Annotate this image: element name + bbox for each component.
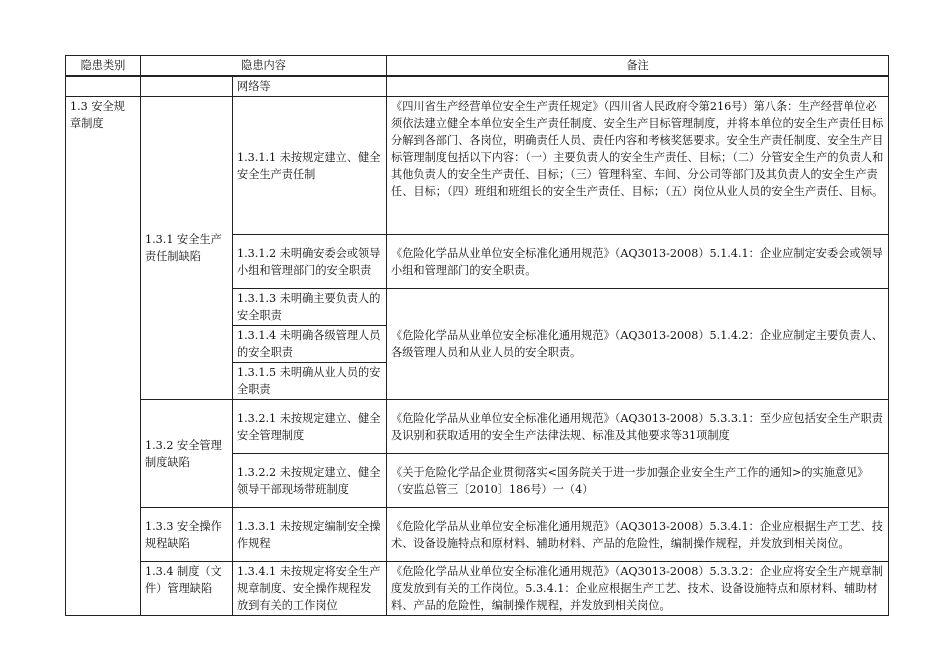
continuation-text: 网络等 xyxy=(233,76,387,97)
item-cell: 1.3.1.1 未按规定建立、健全安全生产责任制 xyxy=(233,97,387,235)
header-row xyxy=(66,56,889,77)
item-cell: 1.3.4.1 未按规定将安全生产规章制度、安全操作规程发放到有关的工作岗位 xyxy=(233,562,387,616)
note-cell: 《危险化学品从业单位安全标准化通用规范》（AQ3013-2008）5.3.3.2：企业应将安全生产规章制度发放到有关的工作岗位。5.3.4.1：企业应根据生产工艺、技术、设备设施特点和原材料、辅助材料、产品的危险性，编制操作规程，并发放到相关岗位。 xyxy=(387,562,889,616)
note-cell: 《危险化学品从业单位安全标准化通用规范》（AQ3013-2008）5.1.4.1：企业应制定安委会或领导小组和管理部门的安全职责。 xyxy=(387,235,889,289)
item-cell: 1.3.2.2 未按规定建立、健全领导干部现场带班制度 xyxy=(233,454,387,508)
item-cell: 1.3.1.4 未明确各级管理人员的安全职责 xyxy=(233,326,387,363)
item-cell: 1.3.1.3 未明确主要负责人的安全职责 xyxy=(233,289,387,326)
category-cell: 1.3 安全规章制度 xyxy=(66,97,141,616)
item-cell: 1.3.3.1 未按规定编制安全操作规程 xyxy=(233,508,387,562)
group-cell-1-3-1: 1.3.1 安全生产责任制缺陷 xyxy=(141,97,233,400)
group-cell-1-3-2: 1.3.2 安全管理制度缺陷 xyxy=(141,400,233,508)
table-row xyxy=(66,508,889,562)
group-cell-1-3-4: 1.3.4 制度（文件）管理缺陷 xyxy=(141,562,233,616)
continuation-row xyxy=(66,76,889,97)
table-row xyxy=(66,97,889,235)
header-content: 隐患内容 xyxy=(141,56,387,77)
note-cell: 《四川省生产经营单位安全生产责任规定》（四川省人民政府令第216号）第八条：生产经营单位必须依法建立健全本单位安全生产责任制度、安全生产目标管理制度，并将本单位的安全生产责任目标分解到各部门、各岗位，明确责任人员、责任内容和考核奖惩要求。安全生产责任制度、安全生产目标管理制度包括以下内容：（一）主要负责人的安全生产责任、目标；（二）分管安全生产的负责人和其他负责人的安全生产责任、目标；（三）管理科室、车间、分公司等部门及其负责人的安全生产责任、目标；（四）班组和班组长的安全生产责任、目标；（五）岗位从业人员的安全生产责任、目标。 xyxy=(387,97,889,235)
hazard-table xyxy=(65,55,889,616)
note-cell: 《危险化学品从业单位安全标准化通用规范》（AQ3013-2008）5.1.4.2：企业应制定主要负责人、各级管理人员和从业人员的安全职责。 xyxy=(387,289,889,400)
header-notes: 备注 xyxy=(387,56,889,77)
group-cell-1-3-3: 1.3.3 安全操作规程缺陷 xyxy=(141,508,233,562)
table-row xyxy=(66,400,889,454)
header-category: 隐患类别 xyxy=(66,56,141,77)
item-cell: 1.3.1.2 未明确安委会或领导小组和管理部门的安全职责 xyxy=(233,235,387,289)
item-cell: 1.3.1.5 未明确从业人员的安全职责 xyxy=(233,363,387,400)
note-cell: 《危险化学品从业单位安全标准化通用规范》（AQ3013-2008）5.3.3.1：至少应包括安全生产职责及识别和获取适用的安全生产法律法规、标准及其他要求等31项制度 xyxy=(387,400,889,454)
note-cell: 《关于危险化学品企业贯彻落实<国务院关于进一步加强企业安全生产工作的通知>的实施意见》（安监总管三〔2010〕186号）一（4） xyxy=(387,454,889,508)
note-cell: 《危险化学品从业单位安全标准化通用规范》（AQ3013-2008）5.3.4.1：企业应根据生产工艺、技 术、设备设施特点和原材料、辅助材料、产品的危险性，编制操作规程，并发放到相关岗位。 xyxy=(387,508,889,562)
item-cell: 1.3.2.1 未按规定建立、健全安全管理制度 xyxy=(233,400,387,454)
table-row xyxy=(66,562,889,616)
